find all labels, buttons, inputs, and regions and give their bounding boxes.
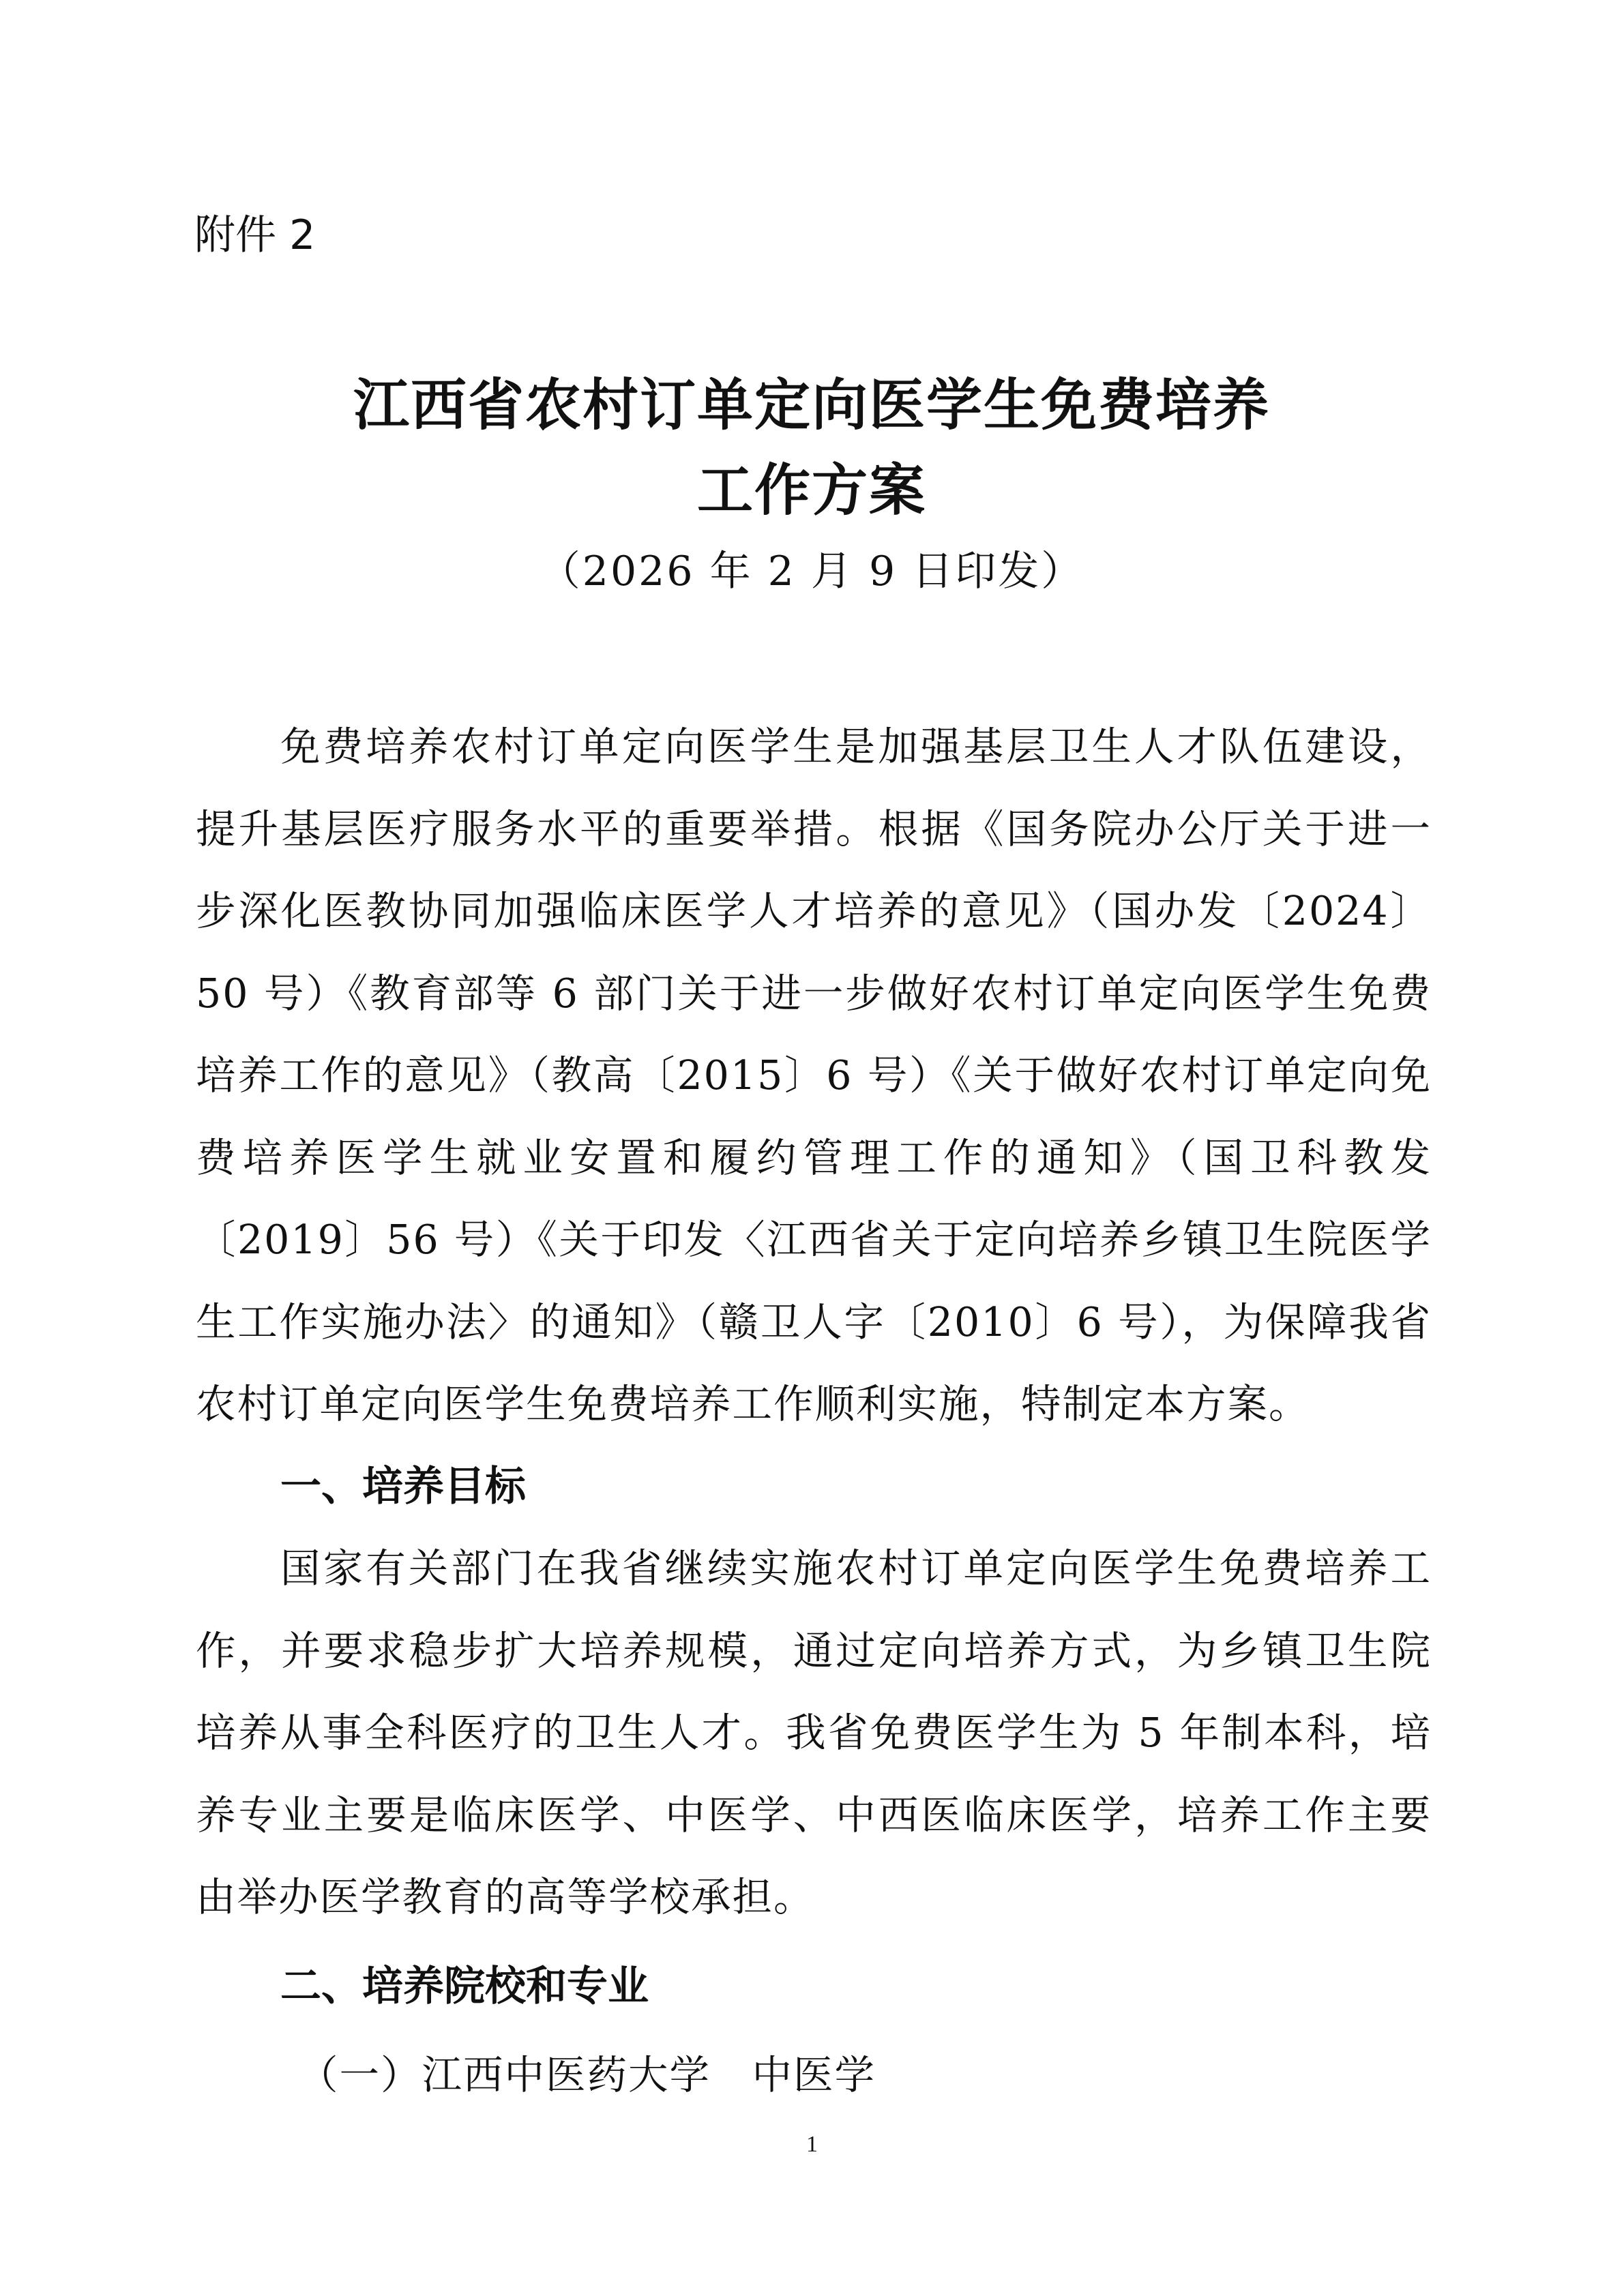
document-title-line-1: 江西省农村订单定向医学生免费培养 [353, 373, 1270, 438]
section-heading-training-goals: 一、培养目标 [280, 1462, 526, 1510]
document-body [196, 706, 1432, 2117]
section-heading-institutions-majors: 二、培养院校和专业 [280, 1962, 649, 2010]
document-title-line-2: 工作方案 [696, 458, 926, 523]
page-number: 1 [806, 2132, 818, 2157]
attachment-label: 附件 2 [194, 211, 316, 259]
institution-item-1: （一）江西中医药大学 中医学 [298, 2052, 876, 2098]
training-goals-paragraph: 国家有关部门在我省继续实施农村订单定向医学生免费培养工作，并要求稳步扩大培养规模，通过定向培养方式，为乡镇卫生院培养从事全科医疗的卫生人才。我省免费医学生为 5 年制本科，培养专业主要是临床医学、中医学、中西医临床医学，培养工作主要由举办医学教育的高等学校承担。 [196, 1545, 1432, 1920]
issue-date: （2026 年 2 月 9 日印发） [539, 548, 1084, 595]
intro-paragraph: 免费培养农村订单定向医学生是加强基层卫生人才队伍建设，提升基层医疗服务水平的重要举措。根据《国务院办公厅关于进一步深化医教协同加强临床医学人才培养的意见》（国办发〔2024〕50 号）《教育部等 6 部门关于进一步做好农村订单定向医学生免费培养工作的意见》（教高〔2015〕6 号）《关于做好农村订单定向免费培养医学生就业安置和履约管理工作的通知》（国卫科教发〔2019〕56 号）《关于印发〈江西省关于定向培养乡镇卫生院医学生工作实施办法〉的通知》（赣卫人字〔2010〕6 号），为保障我省农村订单定向医学生免费培养工作顺利实施，特制定本方案。 [196, 724, 1432, 1427]
